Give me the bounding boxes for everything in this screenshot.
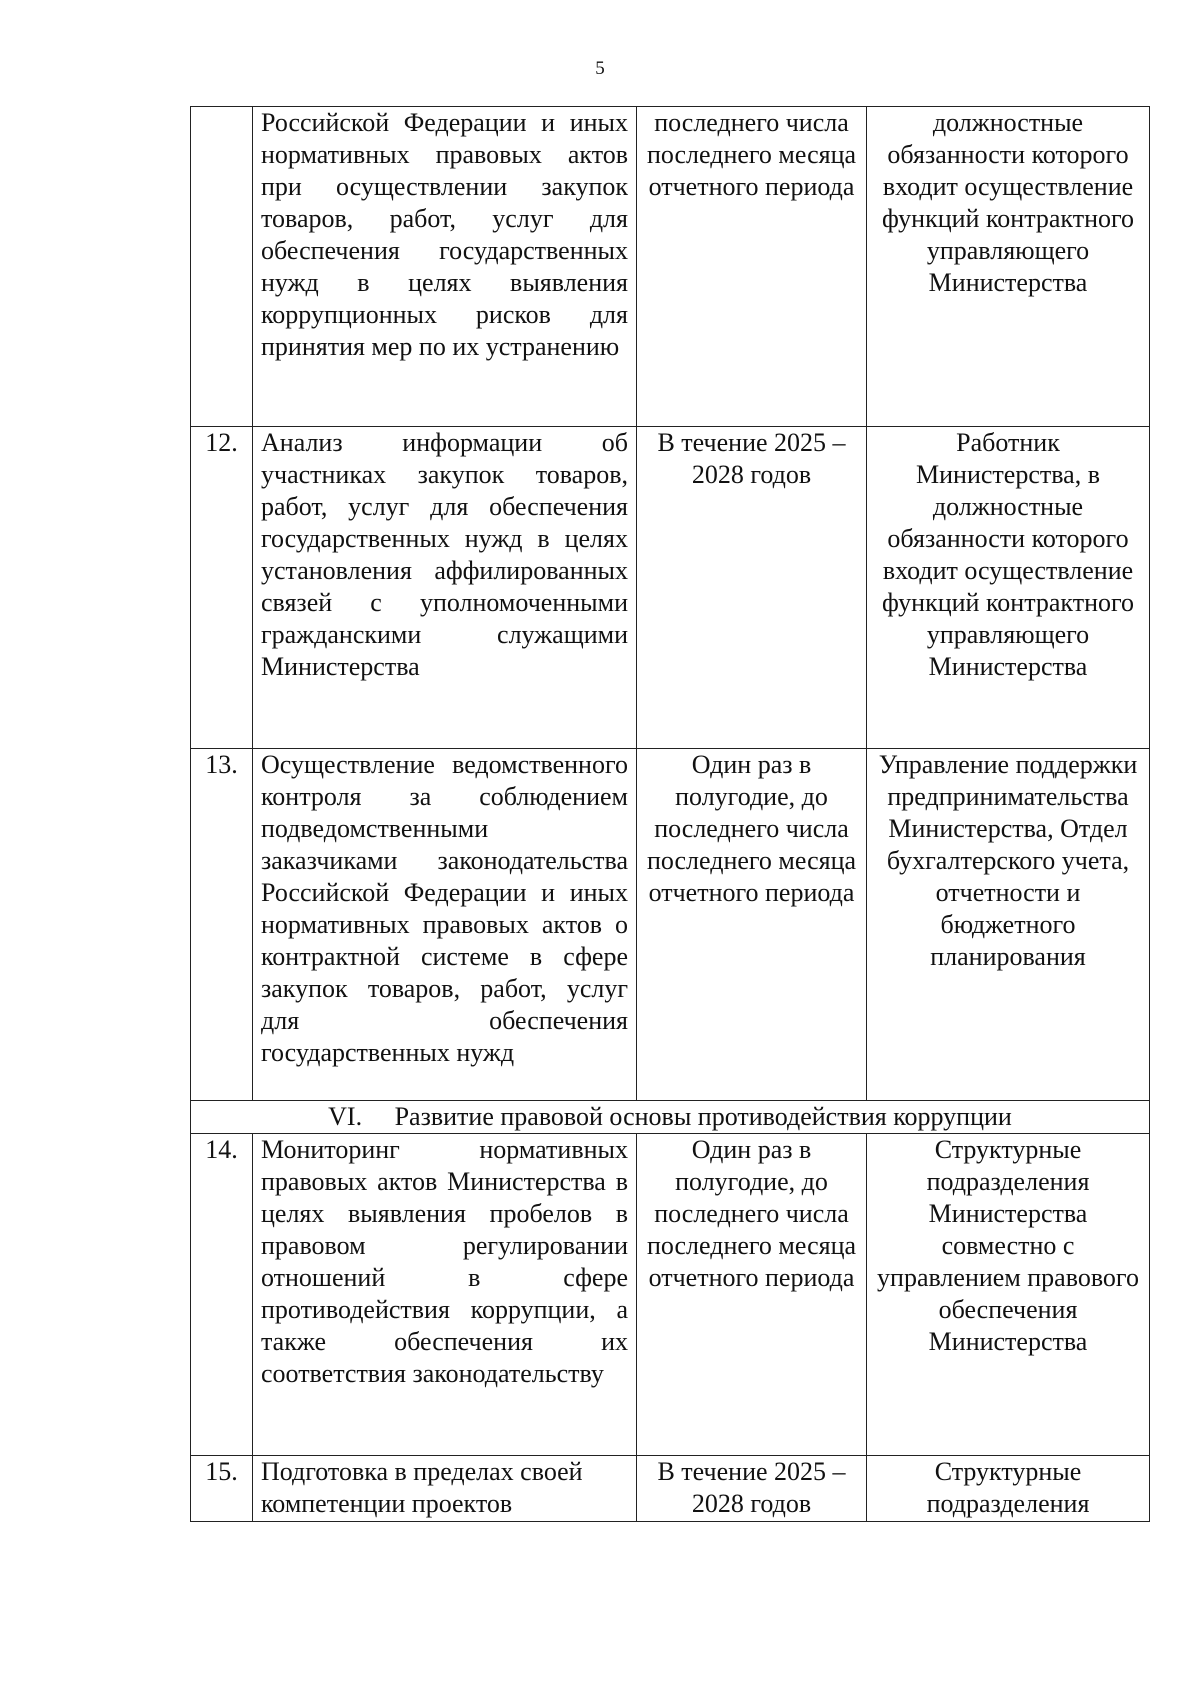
measure-term: В течение 2025 – 2028 годов bbox=[637, 427, 867, 749]
table-row bbox=[191, 1456, 1150, 1522]
table-row bbox=[191, 427, 1150, 749]
section-title: Развитие правовой основы противодействия коррупции bbox=[394, 1102, 1012, 1131]
measure-responsible: Управление поддержки предпринимательства Министерства, Отдел бухгалтерского учета, отчетности и бюджетного планирования bbox=[867, 749, 1150, 1101]
row-number: 13. bbox=[191, 749, 253, 1101]
measure-term: последнего числа последнего месяца отчетного периода bbox=[637, 107, 867, 427]
measure-description: Осуществление ведомственного контроля за соблюдением подведомственными заказчиками законодательства Российской Федерации и иных нормативных правовых актов о контрактной системе в сфере закупок товаров, работ, услуг для обеспечения государственных нужд bbox=[253, 749, 637, 1101]
measure-responsible: должностные обязанности которого входит осуществление функций контрактного управляющего Министерства bbox=[867, 107, 1150, 427]
section-numeral: VI. bbox=[328, 1102, 363, 1131]
measure-description: Анализ информации об участниках закупок товаров, работ, услуг для обеспечения государственных нужд в целях установления аффилированных связей с уполномоченными гражданскими служащими Министерства bbox=[253, 427, 637, 749]
measure-responsible: Структурные подразделения bbox=[867, 1456, 1150, 1522]
table-row bbox=[191, 749, 1150, 1101]
table-row bbox=[191, 1134, 1150, 1456]
section-heading bbox=[191, 1101, 1150, 1134]
table-row bbox=[191, 107, 1150, 427]
measure-description: Подготовка в пределах своей компетенции проектов bbox=[253, 1456, 637, 1522]
measure-description: Мониторинг нормативных правовых актов Министерства в целях выявления пробелов в правовом регулировании отношений в сфере противодействия коррупции, а также обеспечения их соответствия законодательству bbox=[253, 1134, 637, 1456]
row-number: 14. bbox=[191, 1134, 253, 1456]
row-number bbox=[191, 107, 253, 427]
row-number: 15. bbox=[191, 1456, 253, 1522]
measure-responsible: Работник Министерства, в должностные обязанности которого входит осуществление функций контрактного управляющего Министерства bbox=[867, 427, 1150, 749]
measure-term: Один раз в полугодие, до последнего числа последнего месяца отчетного периода bbox=[637, 1134, 867, 1456]
measure-description: Российской Федерации и иных нормативных правовых актов при осуществлении закупок товаров, работ, услуг для обеспечения государственных нужд в целях выявления коррупционных рисков для принятия мер по их устранению bbox=[253, 107, 637, 427]
measure-term: Один раз в полугодие, до последнего числа последнего месяца отчетного периода bbox=[637, 749, 867, 1101]
measure-term: В течение 2025 – 2028 годов bbox=[637, 1456, 867, 1522]
section-heading-row bbox=[191, 1101, 1150, 1134]
row-number: 12. bbox=[191, 427, 253, 749]
action-plan-table bbox=[190, 106, 1150, 1522]
page-number: 5 bbox=[595, 58, 605, 79]
measure-responsible: Структурные подразделения Министерства совместно с управлением правового обеспечения Министерства bbox=[867, 1134, 1150, 1456]
